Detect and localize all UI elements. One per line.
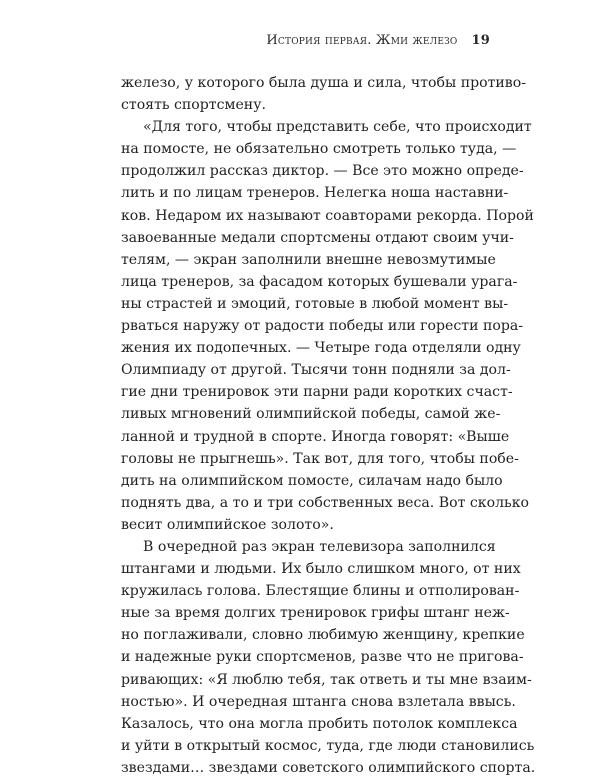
text-line: железо, у которого была душа и сила, чтобы противо-: [121, 75, 526, 91]
text-line: Олимпиаду от другой. Тысячи тонн подняли за дол-: [121, 362, 511, 379]
text-line: В очередной раз экран телевизора заполнился: [143, 538, 496, 555]
text-line: головы не прыгнешь». Так вот, для того, чтобы побе-: [121, 450, 519, 467]
text-line: звездами… звездами советского олимпийского спорта.: [121, 759, 536, 776]
text-line: лить и по лицам тренеров. Нелегка ноша наставни-: [121, 185, 509, 202]
page-number: 19: [471, 33, 490, 48]
text-line: ков. Недаром их называют соавторами рекорда. Порой: [121, 207, 534, 224]
text-line: лица тренеров, за фасадом которых бушевали урага-: [121, 273, 518, 290]
text-line: ланной и трудной в спорте. Иногда говорят: «Выше: [121, 428, 510, 445]
text-line: кружилась голова. Блестящие блины и отполирован-: [121, 583, 520, 600]
text-line: ностью». И очередная штанга снова взлетала ввысь.: [121, 693, 516, 710]
text-line: рваться наружу от радости победы или горести пора-: [121, 318, 524, 335]
text-line: и надежные руки спортсменов, разве что не пригова-: [121, 649, 524, 666]
text-line: жения их подопечных. — Четыре года отделяли одну: [121, 340, 521, 357]
text-line: весит олимпийское золото».: [121, 516, 334, 533]
text-line: продолжил рассказ диктор. — Все это можно опреде-: [121, 163, 524, 180]
text-line: ливых мгновений олимпийской победы, самой же-: [121, 406, 501, 423]
text-line: гие дни тренировок эти парни ради коротких счаст-: [121, 384, 513, 401]
text-line: дить на олимпийском помосте, силачам надо было: [121, 472, 503, 489]
text-line: поднять два, а то и три собственных веса. Вот сколько: [121, 494, 529, 511]
text-line: завоеванные медали спортсмены отдают своим учи-: [121, 229, 514, 246]
text-line: «Для того, чтобы представить себе, что происходит: [143, 119, 532, 136]
text-line: но поглаживали, словно любимую женщину, крепкие: [121, 627, 525, 644]
text-line: Казалось, что она могла пробить потолок комплекса: [121, 715, 518, 732]
chapter-title: История первая. Жми железо: [266, 33, 458, 48]
text-line: стоять спортсмену.: [121, 97, 266, 114]
text-line: ривающих: «Я люблю тебя, так ответь и ты мне взаим-: [121, 671, 532, 688]
text-line: ные за время долгих тренировок грифы штанг неж-: [121, 605, 510, 622]
text-line: штангами и людьми. Их было слишком много, от них: [121, 561, 521, 578]
text-line: на помосте, не обязательно смотреть только туда, —: [121, 141, 517, 158]
text-line: и уйти в открытый космос, туда, где люди становились: [121, 737, 535, 754]
text-line: ны страстей и эмоций, готовые в любой момент вы-: [121, 295, 509, 312]
text-line: телям, — экран заполнили внешне невозмутимые: [121, 251, 496, 268]
body-text: [121, 72, 536, 779]
running-header: [260, 33, 490, 48]
